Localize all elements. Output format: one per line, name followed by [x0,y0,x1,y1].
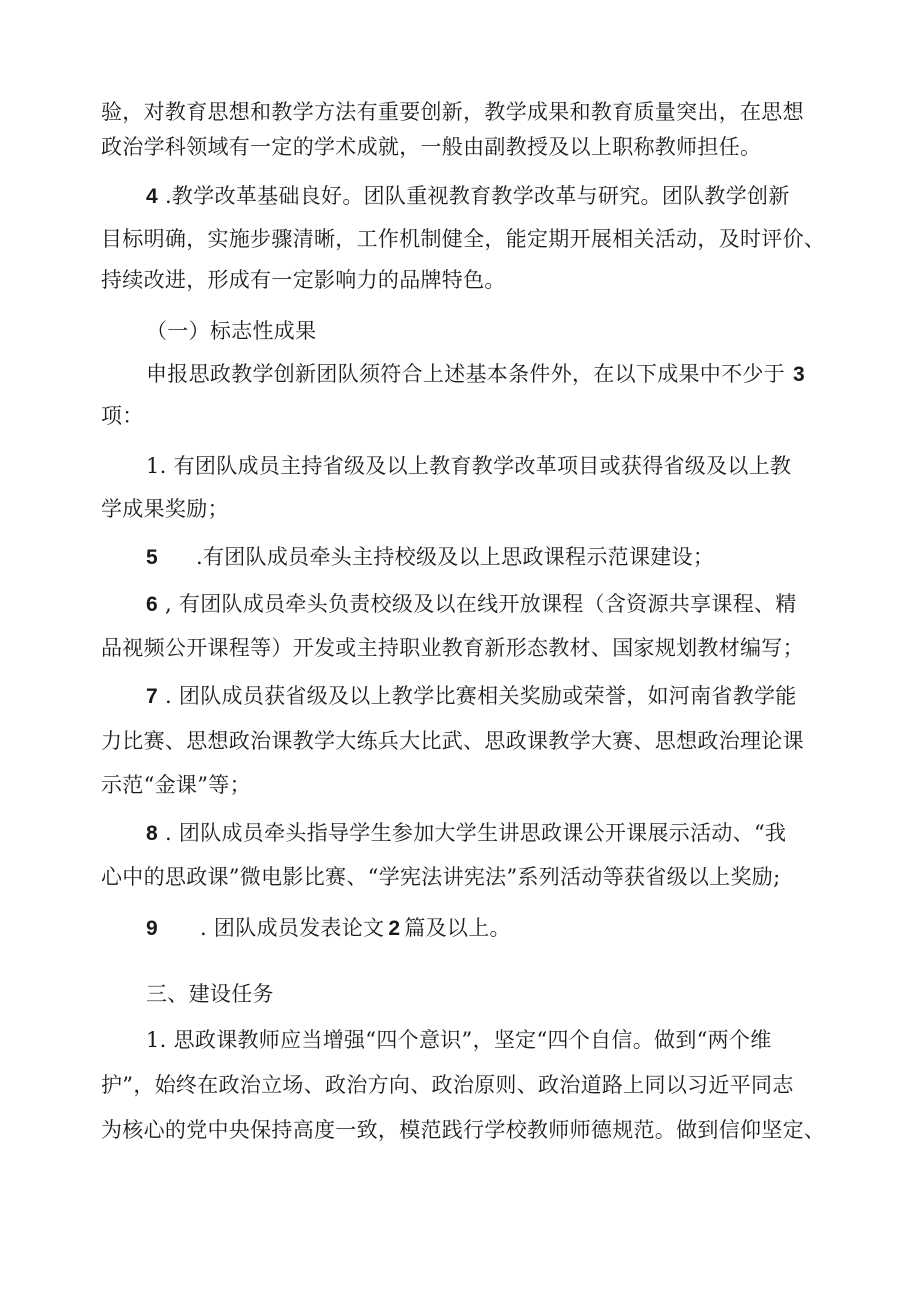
list-number: 8 [146,822,158,845]
list-item-1: 1. 有团队成员主持省级及以上教育教学改革项目或获得省级及以上教 [146,454,792,478]
list-number: 9 [146,917,158,940]
section-heading-3: 三、建设任务 [146,982,274,1006]
section-heading-1: （一）标志性成果 [146,319,317,343]
text-line-8: 项： [101,404,144,428]
list-number: 5 [146,546,158,569]
task-item-1: 1. 思政课教师应当增强“四个意识”，坚定“四个自信。做到“两个维 [146,1028,772,1052]
text-line-4: 目标明确，实施步骤清晰，工作机制健全，能定期开展相关活动，及时评价、 [101,227,826,251]
text-line-2: 政治学科领域有一定的学术成就，一般由副教授及以上职称教师担任。 [101,135,762,159]
list-item-8: 8 . 团队成员牵头指导学生参加大学生讲思政课公开课展示活动、“我 [146,821,787,845]
list-number: 7 [146,685,158,708]
text-line-13: 品视频公开课程等）开发或主持职业教育新形态教材、国家规划教材编写； [101,636,804,660]
list-item-6: 6 , 有团队成员牵头负责校级及以在线开放课程（含资源共享课程、精 [146,592,797,616]
text-line-5: 持续改进，形成有一定影响力的品牌特色。 [101,268,506,292]
text-line-22: 护”，始终在政治立场、政治方向、政治原则、政治道路上同以习近平同志 [101,1073,794,1097]
text-line-10: 学成果奖励； [101,497,229,521]
list-number: 4 [146,185,158,208]
text-line-18: 心中的思政课”微电影比赛、“学宪法讲宪法”系列活动等获省级以上奖励; [101,865,781,889]
text-line-1: 验，对教育思想和教学方法有重要创新，教学成果和教育质量突出，在思想 [101,100,804,124]
list-item-5: 5 .有团队成员牵头主持校级及以上思政课程示范课建设； [146,545,715,569]
list-item-7: 7 . 团队成员获省级及以上教学比赛相关奖励或荣誉，如河南省教学能 [146,684,797,708]
text-line-23: 为核心的党中央保持高度一致，模范践行学校教师师德规范。做到信仰坚定、 [101,1118,826,1142]
list-item-9: 9 . 团队成员发表论文 2 篇及以上。 [146,916,511,940]
list-item-4: 4 .教学改革基础良好。团队重视教育教学改革与研究。团队教学创新 [146,184,790,208]
text-line-7: 申报思政教学创新团队须符合上述基本条件外，在以下成果中不少于 3 [146,362,805,386]
text-line-15: 力比赛、思想政治课教学大练兵大比武、思政课教学大赛、思想政治理论课 [101,729,804,753]
text-line-16: 示范“金课”等； [101,773,251,797]
list-number: 6 [146,593,158,616]
